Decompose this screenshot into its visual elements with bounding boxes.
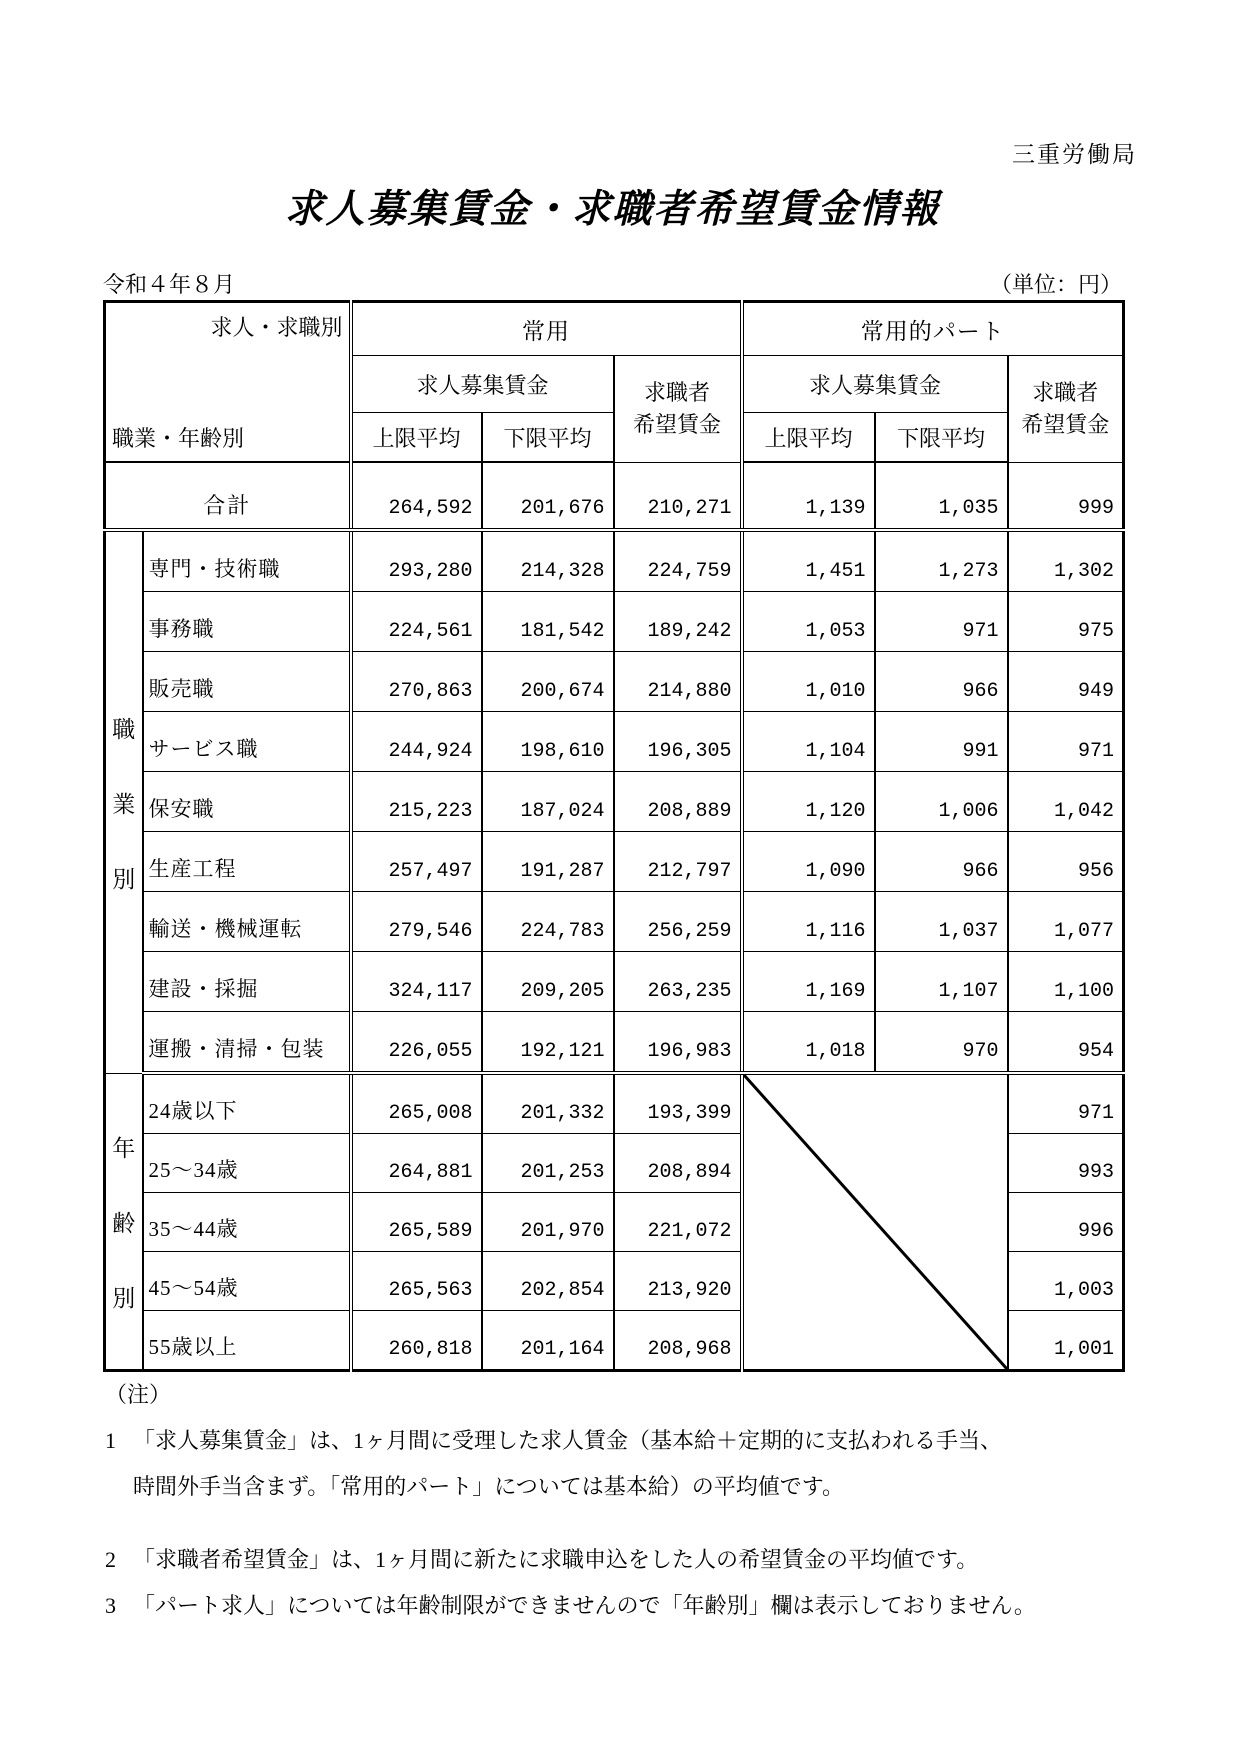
cell-value: 993	[1008, 1134, 1124, 1193]
cell-value: 224,759	[614, 530, 742, 592]
total-value: 1,139	[742, 462, 875, 530]
cell-value: 226,055	[351, 1012, 482, 1074]
cell-value: 971	[1008, 1073, 1124, 1134]
cell-value: 1,451	[742, 530, 875, 592]
cell-value: 1,077	[1008, 892, 1124, 952]
cell-value: 208,968	[614, 1311, 742, 1371]
cell-value: 214,880	[614, 652, 742, 712]
cell-value: 181,542	[482, 592, 614, 652]
notes-heading: （注）	[105, 1382, 172, 1407]
cell-value: 1,104	[742, 712, 875, 772]
cell-value: 270,863	[351, 652, 482, 712]
cell-value: 200,674	[482, 652, 614, 712]
cell-value: 191,287	[482, 832, 614, 892]
cell-value: 244,924	[351, 712, 482, 772]
corner-label-top: 求人・求職別	[210, 315, 343, 340]
cell-value: 198,610	[482, 712, 614, 772]
cell-value: 208,889	[614, 772, 742, 832]
cell-value: 1,018	[742, 1012, 875, 1074]
row-label: サービス職	[143, 712, 351, 772]
cell-value: 193,399	[614, 1073, 742, 1134]
cell-value: 201,970	[482, 1193, 614, 1252]
table-row	[105, 652, 1124, 712]
cell-value: 214,328	[482, 530, 614, 592]
cell-value: 196,305	[614, 712, 742, 772]
cell-value: 209,205	[482, 952, 614, 1012]
cell-value: 202,854	[482, 1252, 614, 1311]
cell-value: 966	[875, 652, 1008, 712]
cell-value: 260,818	[351, 1311, 482, 1371]
table-row	[105, 592, 1124, 652]
cell-value: 1,120	[742, 772, 875, 832]
cell-value: 256,259	[614, 892, 742, 952]
total-value: 999	[1008, 462, 1124, 530]
table-row	[105, 892, 1124, 952]
corner-label-bottom: 職業・年齢別	[112, 426, 245, 451]
table-meta-row	[103, 268, 1122, 299]
header-recruit-wage-regular: 求人募集賃金	[351, 356, 614, 413]
cell-value: 293,280	[351, 530, 482, 592]
cell-value: 1,107	[875, 952, 1008, 1012]
row-label: 事務職	[143, 592, 351, 652]
total-row	[105, 462, 1124, 530]
note-item-2: 2 「求職者希望賃金」は、1ヶ月間に新たに求職申込をした人の希望賃金の平均値です。	[105, 1546, 979, 1572]
cell-value: 971	[875, 592, 1008, 652]
table-row	[105, 712, 1124, 772]
cell-value: 996	[1008, 1193, 1124, 1252]
cell-value: 265,563	[351, 1252, 482, 1311]
cell-value: 1,100	[1008, 952, 1124, 1012]
cell-value: 221,072	[614, 1193, 742, 1252]
total-value: 210,271	[614, 462, 742, 530]
header-row-groups	[105, 302, 1124, 356]
cell-value: 1,273	[875, 530, 1008, 592]
cell-value: 971	[1008, 712, 1124, 772]
cell-value: 265,008	[351, 1073, 482, 1134]
cell-value: 949	[1008, 652, 1124, 712]
row-label: 建設・採掘	[143, 952, 351, 1012]
cell-value: 224,561	[351, 592, 482, 652]
cell-value: 187,024	[482, 772, 614, 832]
cell-value: 1,001	[1008, 1311, 1124, 1371]
page-title: 求人募集賃金・求職者希望賃金情報	[284, 188, 941, 231]
cell-value: 1,037	[875, 892, 1008, 952]
notes-section	[105, 1372, 1165, 1629]
table-row	[105, 1012, 1124, 1074]
cell-value: 975	[1008, 592, 1124, 652]
cell-value: 189,242	[614, 592, 742, 652]
cell-value: 215,223	[351, 772, 482, 832]
header-upper-avg-part: 上限平均	[742, 413, 875, 463]
row-label: 輸送・機械運転	[143, 892, 351, 952]
cell-value: 991	[875, 712, 1008, 772]
row-label: 45～54歳	[143, 1252, 351, 1311]
cell-value: 1,302	[1008, 530, 1124, 592]
table-row	[105, 832, 1124, 892]
cell-value: 201,164	[482, 1311, 614, 1371]
cell-value: 201,332	[482, 1073, 614, 1134]
occupation-group-label: 職 業 別	[105, 530, 143, 1073]
cell-value: 257,497	[351, 832, 482, 892]
cell-value: 1,042	[1008, 772, 1124, 832]
cell-value: 1,116	[742, 892, 875, 952]
cell-value: 966	[875, 832, 1008, 892]
row-label: 運搬・清掃・包装	[143, 1012, 351, 1074]
cell-value: 201,253	[482, 1134, 614, 1193]
row-label: 専門・技術職	[143, 530, 351, 592]
cell-value: 1,169	[742, 952, 875, 1012]
age-group-label: 年 齢 別	[105, 1073, 143, 1371]
cell-value: 263,235	[614, 952, 742, 1012]
row-label: 保安職	[143, 772, 351, 832]
header-seeker-wage-regular: 求職者 希望賃金	[614, 356, 742, 463]
group-header-regular: 常用	[351, 302, 742, 356]
note-item-1: 1 「求人募集賃金」は、1ヶ月間に受理した求人賃金（基本給＋定期的に支払われる手当、 時間外手当含まず。「常用的パート」については基本給）の平均値です。	[105, 1428, 1003, 1500]
header-recruit-wage-part: 求人募集賃金	[742, 356, 1008, 413]
not-applicable-diagonal-cell	[742, 1073, 1008, 1371]
wage-table	[103, 300, 1125, 1372]
cell-value: 196,983	[614, 1012, 742, 1074]
group-header-part: 常用的パート	[742, 302, 1124, 356]
cell-value: 264,881	[351, 1134, 482, 1193]
row-label: 55歳以上	[143, 1311, 351, 1371]
table-row	[105, 952, 1124, 1012]
period-label: 令和４年８月	[103, 272, 236, 297]
table-row	[105, 1073, 1124, 1134]
cell-value: 1,006	[875, 772, 1008, 832]
cell-value: 208,894	[614, 1134, 742, 1193]
total-label: 合計	[105, 462, 351, 530]
cell-value: 265,589	[351, 1193, 482, 1252]
row-label: 24歳以下	[143, 1073, 351, 1134]
cell-value: 213,920	[614, 1252, 742, 1311]
total-value: 1,035	[875, 462, 1008, 530]
header-lower-avg-part: 下限平均	[875, 413, 1008, 463]
row-label: 生産工程	[143, 832, 351, 892]
table-row	[105, 530, 1124, 592]
total-value: 264,592	[351, 462, 482, 530]
header-lower-avg-regular: 下限平均	[482, 413, 614, 463]
unit-label: （単位：円）	[989, 272, 1122, 297]
header-seeker-wage-part: 求職者 希望賃金	[1008, 356, 1124, 463]
cell-value: 279,546	[351, 892, 482, 952]
cell-value: 1,053	[742, 592, 875, 652]
cell-value: 324,117	[351, 952, 482, 1012]
cell-value: 954	[1008, 1012, 1124, 1074]
organization-name: 三重労働局	[1012, 142, 1137, 167]
diagonal-line	[744, 1075, 1007, 1369]
cell-value: 1,010	[742, 652, 875, 712]
note-item-3: 3 「パート求人」については年齢制限ができませんので「年齢別」欄は表示しておりません。	[105, 1592, 1036, 1618]
row-label: 25～34歳	[143, 1134, 351, 1193]
corner-header-cell	[105, 302, 351, 463]
cell-value: 212,797	[614, 832, 742, 892]
cell-value: 1,090	[742, 832, 875, 892]
cell-value: 1,003	[1008, 1252, 1124, 1311]
cell-value: 224,783	[482, 892, 614, 952]
table-row	[105, 772, 1124, 832]
cell-value: 956	[1008, 832, 1124, 892]
row-label: 販売職	[143, 652, 351, 712]
cell-value: 970	[875, 1012, 1008, 1074]
row-label: 35～44歳	[143, 1193, 351, 1252]
header-upper-avg-regular: 上限平均	[351, 413, 482, 463]
total-value: 201,676	[482, 462, 614, 530]
cell-value: 192,121	[482, 1012, 614, 1074]
